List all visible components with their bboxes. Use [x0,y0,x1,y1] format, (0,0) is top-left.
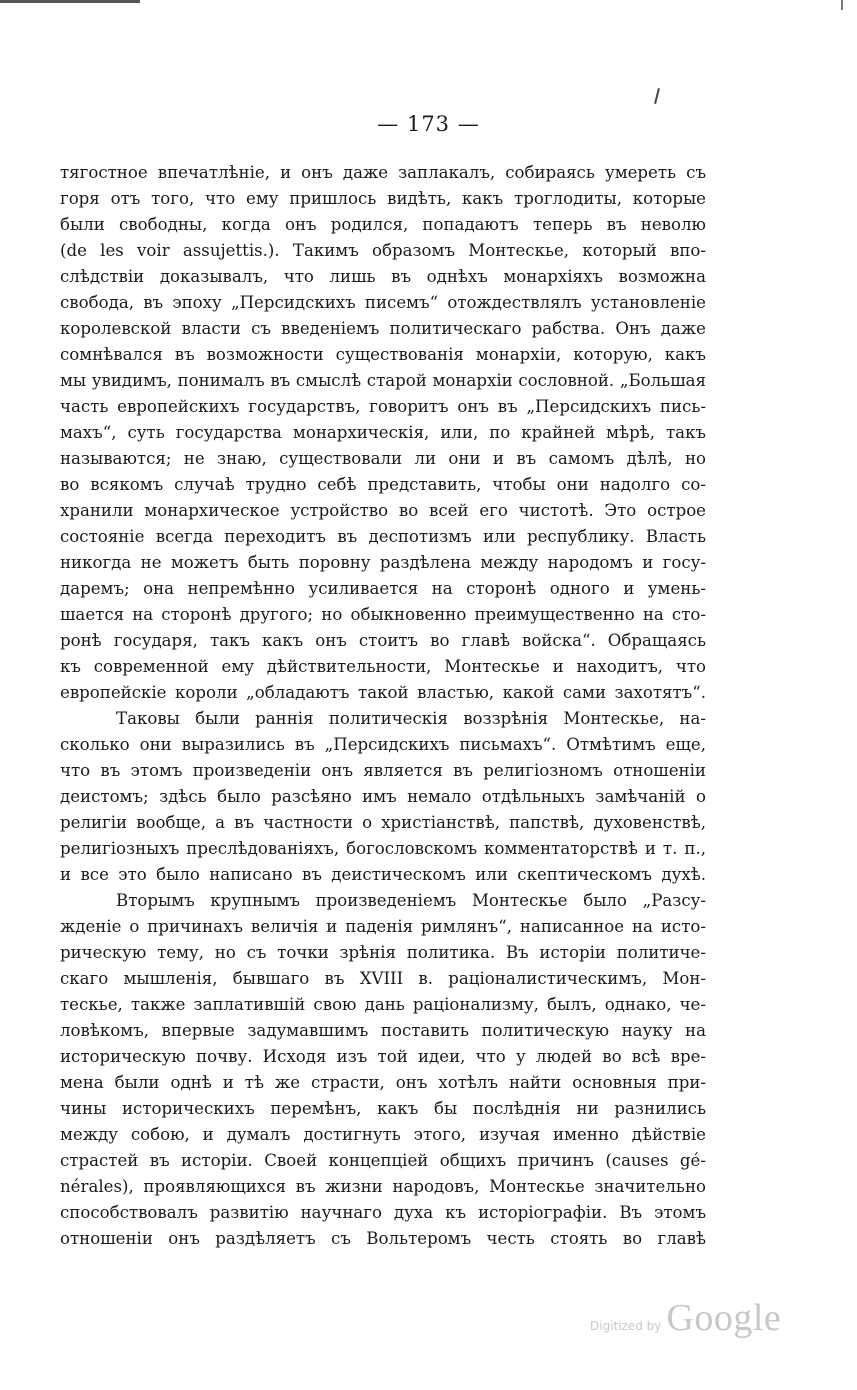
text-line: историческую почву. Исходя изъ той идеи, что у людей во всѣ вре- [60,1047,706,1066]
text-line: nérales), проявляющихся въ жизни народовъ, Монтескье значительно [60,1177,706,1196]
text-line: махъ“, суть государства монархическія, или, по крайней мѣрѣ, такъ [60,423,706,442]
text-line: были свободны, когда онъ родился, попадаютъ теперь въ неволю [60,215,706,234]
text-line: страстей въ исторіи. Своей концепціей общихъ причинъ (causes gé- [60,1151,706,1170]
text-line: что въ этомъ произведеніи онъ является въ религіозномъ отношеніи [60,761,706,780]
page-number: — 173 — [377,112,480,136]
text-line: никогда не можетъ быть поровну раздѣлена между народомъ и госу- [60,553,706,572]
text-line: тескье, также заплатившій свою дань раціонализму, былъ, однако, че- [60,995,706,1014]
text-line: ловѣкомъ, впервые задумавшимъ поставить политическую науку на [60,1021,706,1040]
watermark-prefix: Digitized by [590,1319,662,1333]
text-line: даремъ; она непремѣнно усиливается на сторонѣ одного и умень- [60,579,706,598]
text-line: жденіе о причинахъ величія и паденія римлянъ“, написанное на исто- [60,917,706,936]
text-line: мена были однѣ и тѣ же страсти, онъ хотѣлъ найти основныя при- [60,1073,706,1092]
text-line: рическую тему, но съ точки зрѣнія политика. Въ исторіи политиче- [60,943,706,962]
text-line: къ современной ему дѣйствительности, Монтескье и находитъ, что [60,657,706,676]
text-line: свобода, въ эпоху „Персидскихъ писемъ“ отождествлялъ установленіе [60,293,706,312]
text-line: (de les voir assujettis.). Такимъ образомъ Монтескье, который впо- [60,241,706,260]
text-line: мы увидимъ, понималъ въ смыслѣ старой монархіи сословной. „Большая [60,371,706,390]
text-line: европейскіе короли „обладаютъ такой властью, какой сами захотятъ“. [60,683,706,702]
text-line: чины историческихъ перемѣнъ, какъ бы послѣднія ни разнились [60,1099,706,1118]
text-line: называются; не знаю, существовали ли они и въ самомъ дѣлѣ, но [60,449,706,468]
text-line: отношеніи онъ раздѣляетъ съ Вольтеромъ честь стоять во главѣ [60,1229,706,1248]
text-line: королевской власти съ введеніемъ политическаго рабства. Онъ даже [60,319,706,338]
text-line: Таковы были раннія политическія воззрѣнія Монтескье, на- [116,709,706,728]
page-body-text [60,160,706,1252]
text-line: хранили монархическое устройство во всей его чистотѣ. Это острое [60,501,706,520]
text-line: Вторымъ крупнымъ произведеніемъ Монтескье было „Разсу- [116,891,706,910]
text-line: слѣдствіи доказывалъ, что лишь въ однѣхъ монархіяхъ возможна [60,267,706,286]
text-line: во всякомъ случаѣ трудно себѣ представить, чтобы они надолго со- [60,475,706,494]
text-line: горя отъ того, что ему пришлось видѣть, какъ троглодиты, которые [60,189,706,208]
scan-corner-mark [841,0,843,10]
text-line: религіозныхъ преслѣдованіяхъ, богословскомъ комментаторствѣ и т. п., [60,839,706,858]
scan-edge-mark [0,0,140,3]
digitized-watermark [590,1296,781,1340]
text-line: деистомъ; здѣсь было разсѣяно имъ немало отдѣльныхъ замѣчаній о [60,787,706,806]
text-line: шается на сторонѣ другого; но обыкновенно преимущественно на сто- [60,605,706,624]
google-logo: Google [666,1297,782,1339]
text-line: способствовалъ развитію научнаго духа къ исторіографіи. Въ этомъ [60,1203,706,1222]
text-line: и все это было написано въ деистическомъ или скептическомъ духѣ. [60,865,706,884]
text-line: часть европейскихъ государствъ, говоритъ онъ въ „Персидскихъ пись- [60,397,706,416]
text-line: религіи вообще, а въ частности о христіанствѣ, папствѣ, духовенствѣ, [60,813,706,832]
text-line: скаго мышленія, бывшаго въ XVIII в. раціоналистическимъ, Мон- [60,969,706,988]
text-line: состояніе всегда переходитъ въ деспотизмъ или республику. Власть [60,527,706,546]
text-line: сомнѣвался въ возможности существованія монархіи, которую, какъ [60,345,706,364]
text-line: сколько они выразились въ „Персидскихъ письмахъ“. Отмѣтимъ еще, [60,735,706,754]
text-line: тягостное впечатлѣніе, и онъ даже заплакалъ, собираясь умереть съ [60,163,706,182]
text-line: ронѣ государя, такъ какъ онъ стоитъ во главѣ войска“. Обращаясь [60,631,706,650]
pencil-mark [654,88,660,104]
text-line: между собою, и думалъ достигнуть этого, изучая именно дѣйствіе [60,1125,706,1144]
